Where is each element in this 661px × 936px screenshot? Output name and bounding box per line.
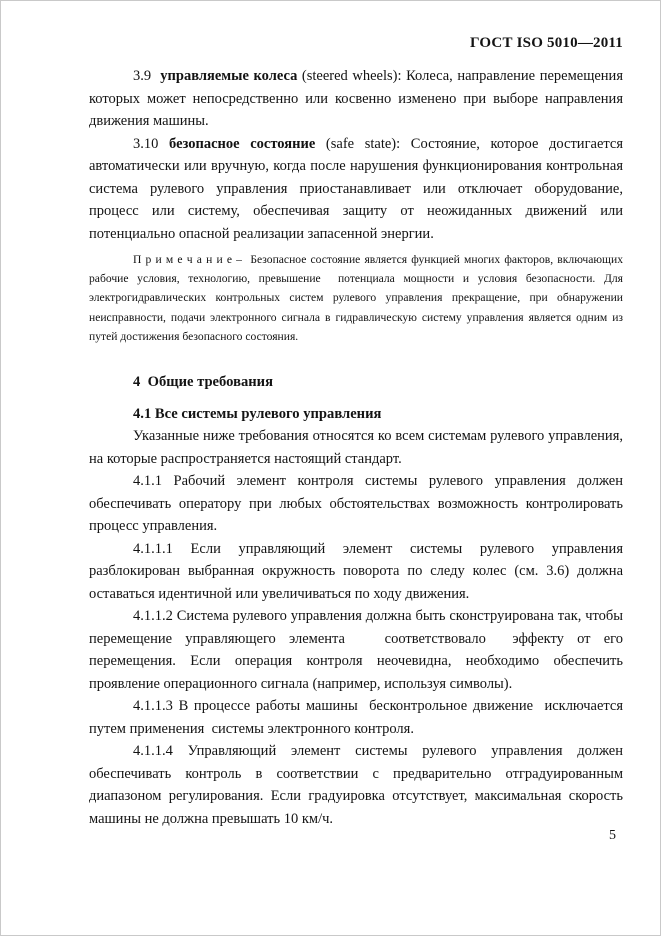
para-4-1-1-4: 4.1.1.4 Управляющий элемент системы рулевого управления должен обеспечивать контроль в соответствии с предварительно отградуированным диапазоном регулирования. Если градуировка отсутствует, максимальная скорость машины не должна превышать 10 км/ч. [89,743,623,827]
document-header: ГОСТ ISO 5010—2011 [470,35,623,51]
para-4-1-1-3: 4.1.1.3 В процессе работы машины бесконтрольное движение исключается путем применения системы электронного контроля. [89,698,623,737]
para-3-9: 3.9 управляемые колеса (steered wheels): Колеса, направление перемещения которых может непосредственно или косвенно изменено при выборе направления движения машины. [89,68,623,129]
heading-4-1: 4.1 Все системы рулевого управления [133,405,382,422]
heading-4: 4 Общие требования [133,374,273,391]
document-content [89,65,623,830]
para-4-1-1-1: 4.1.1.1 Если управляющий элемент системы рулевого управления разблокирован выбранная окружность поворота по следу колес (см. 3.6) должна оставаться идентичной или увеличиваться по ходу движения. [89,540,623,602]
para-4-1-intro: Указанные ниже требования относятся ко всем системам рулевого управления, на которые распространяется настоящий стандарт. [89,428,623,467]
para-4-1-1: 4.1.1 Рабочий элемент контроля системы рулевого управления должен обеспечивать оператору при любых обстоятельствах возможность контролировать процесс управления. [89,473,623,535]
page-number: 5 [609,828,616,843]
para-4-1-1-2: 4.1.1.2 Система рулевого управления должна быть сконструирована так, чтобы перемещение управляющего элемента соответствовало эффекту от его перемещения. Если операция контроля неочевидна, необходимо обеспечить проявление операционного сигнала (например, используя символы). [89,608,623,692]
note-safe-state: П р и м е ч а н и е – Безопасное состояние является функцией многих факторов, включающих рабочие условия, технологию, превышение потенциала мощности и условия безопасности. Для электрогидравлических контрольных систем рулевого управления прекращение, при обнаружении неисправности, подачи электронного сигнала в гидравлическую систему управления является одним из путей достижения безопасного состояния. [89,253,623,343]
para-3-10: 3.10 безопасное состояние (safe state): Состояние, которое достигается автоматически или вручную, когда после нарушения функционирования контрольная система рулевого управления приостанавливает или отключает оборудование, процесс или систему, обеспечивая защиту от неожиданных движений или потенциально опасной реализации запасенной энергии. [89,135,624,242]
